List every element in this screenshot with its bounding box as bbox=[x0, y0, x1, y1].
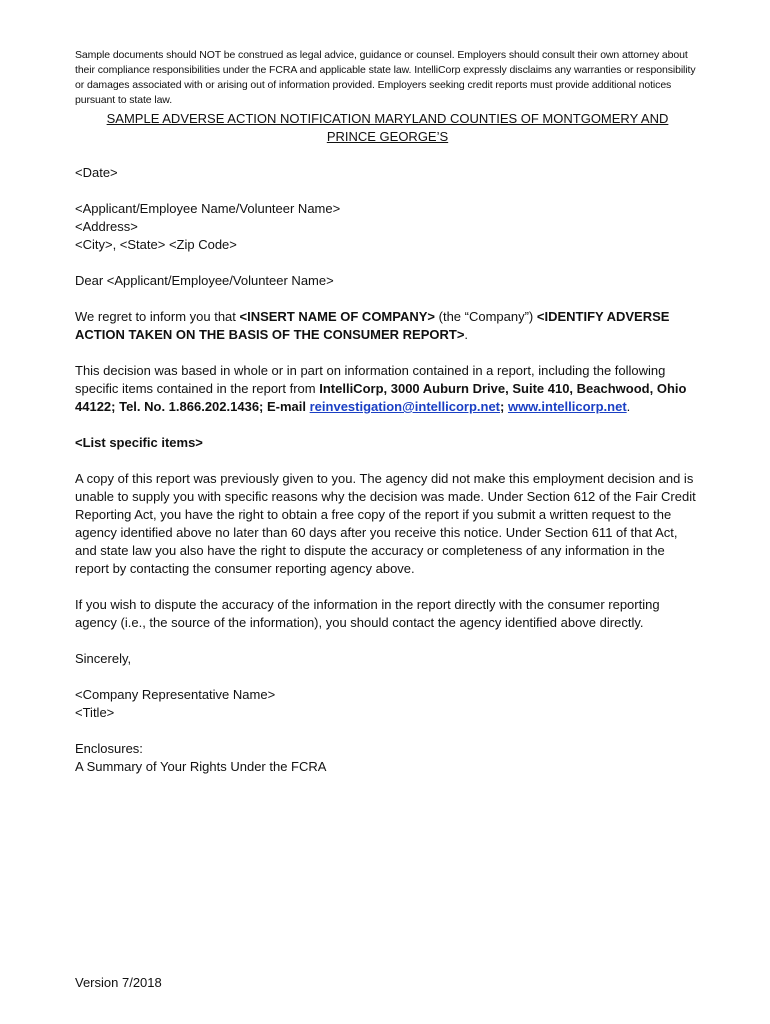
salutation: Dear <Applicant/Employee/Volunteer Name> bbox=[75, 273, 334, 288]
enclosures-block bbox=[75, 740, 700, 776]
representative-name: <Company Representative Name> bbox=[75, 687, 276, 702]
recipient-name: <Applicant/Employee Name/Volunteer Name> bbox=[75, 201, 341, 216]
document-body bbox=[75, 48, 700, 776]
paragraph-dispute: If you wish to dispute the accuracy of the information in the report directly with the consumer reporting agency (i.e., the source of the information), you should contact the agency identified above directly. bbox=[75, 597, 660, 630]
recipient-address bbox=[75, 200, 700, 254]
version-footer: Version 7/2018 bbox=[75, 975, 162, 990]
document-title: SAMPLE ADVERSE ACTION NOTIFICATION MARYLAND COUNTIES OF MONTGOMERY AND PRINCE GEORGE’S bbox=[106, 111, 669, 144]
recipient-street: <Address> bbox=[75, 219, 138, 234]
paragraph-adverse-action: We regret to inform you that <INSERT NAME OF COMPANY> (the “Company”) <IDENTIFY ADVERSE ACTION TAKEN ON THE BASIS OF THE CONSUMER REPORT>. bbox=[75, 309, 670, 342]
legal-disclaimer: Sample documents should NOT be construed as legal advice, guidance or counsel. Employers should consult their own attorney about their compliance responsibilities under the FCRA and applicable state law. IntelliCorp expressly disclaims any warranties or responsibility or damages associated with or arising out of information provided. Employers seeking credit reports must provide additional notices pursuant to state law. bbox=[75, 49, 696, 106]
list-items-placeholder: <List specific items> bbox=[75, 435, 203, 450]
company-name-placeholder: <INSERT NAME OF COMPANY> bbox=[239, 309, 436, 324]
adverse-action-placeholder: <IDENTIFY ADVERSE ACTION TAKEN ON THE BASIS OF THE CONSUMER REPORT> bbox=[75, 309, 670, 342]
signature-block bbox=[75, 686, 700, 722]
closing: Sincerely, bbox=[75, 651, 132, 666]
website-link[interactable]: www.intellicorp.net bbox=[507, 399, 627, 414]
representative-title: <Title> bbox=[75, 705, 115, 720]
enclosure-item: A Summary of Your Rights Under the FCRA bbox=[75, 759, 327, 774]
email-link[interactable]: reinvestigation@intellicorp.net bbox=[309, 399, 500, 414]
paragraph-rights: A copy of this report was previously given to you. The agency did not make this employment decision and is unable to supply you with specific reasons why the decision was made. Under Section 612 of the Fair Credit Reporting Act, you have the right to obtain a free copy of the report if you submit a written request to the agency identified above no later than 60 days after you receive this notice. Under Section 611 of that Act, and state law you also have the right to dispute the accuracy or completeness of any information in the report by contacting the consumer reporting agency above. bbox=[75, 471, 696, 576]
recipient-city-line: <City>, <State> <Zip Code> bbox=[75, 237, 237, 252]
enclosures-label: Enclosures: bbox=[75, 741, 143, 756]
agency-contact-info: IntelliCorp, 3000 Auburn Drive, Suite 410, Beachwood, Ohio 44122; Tel. No. 1.866.202.1436; E-mail bbox=[75, 381, 687, 414]
date-placeholder: <Date> bbox=[75, 165, 118, 180]
paragraph-report-source: This decision was based in whole or in part on information contained in a report, including the following specific items contained in the report from IntelliCorp, 3000 Auburn Drive, Suite 410, Beachwood, Ohio 44122; Tel. No. 1.866.202.1436; E-mail reinvestigation@intellicorp.net; www.intellicorp.net. bbox=[75, 363, 687, 414]
